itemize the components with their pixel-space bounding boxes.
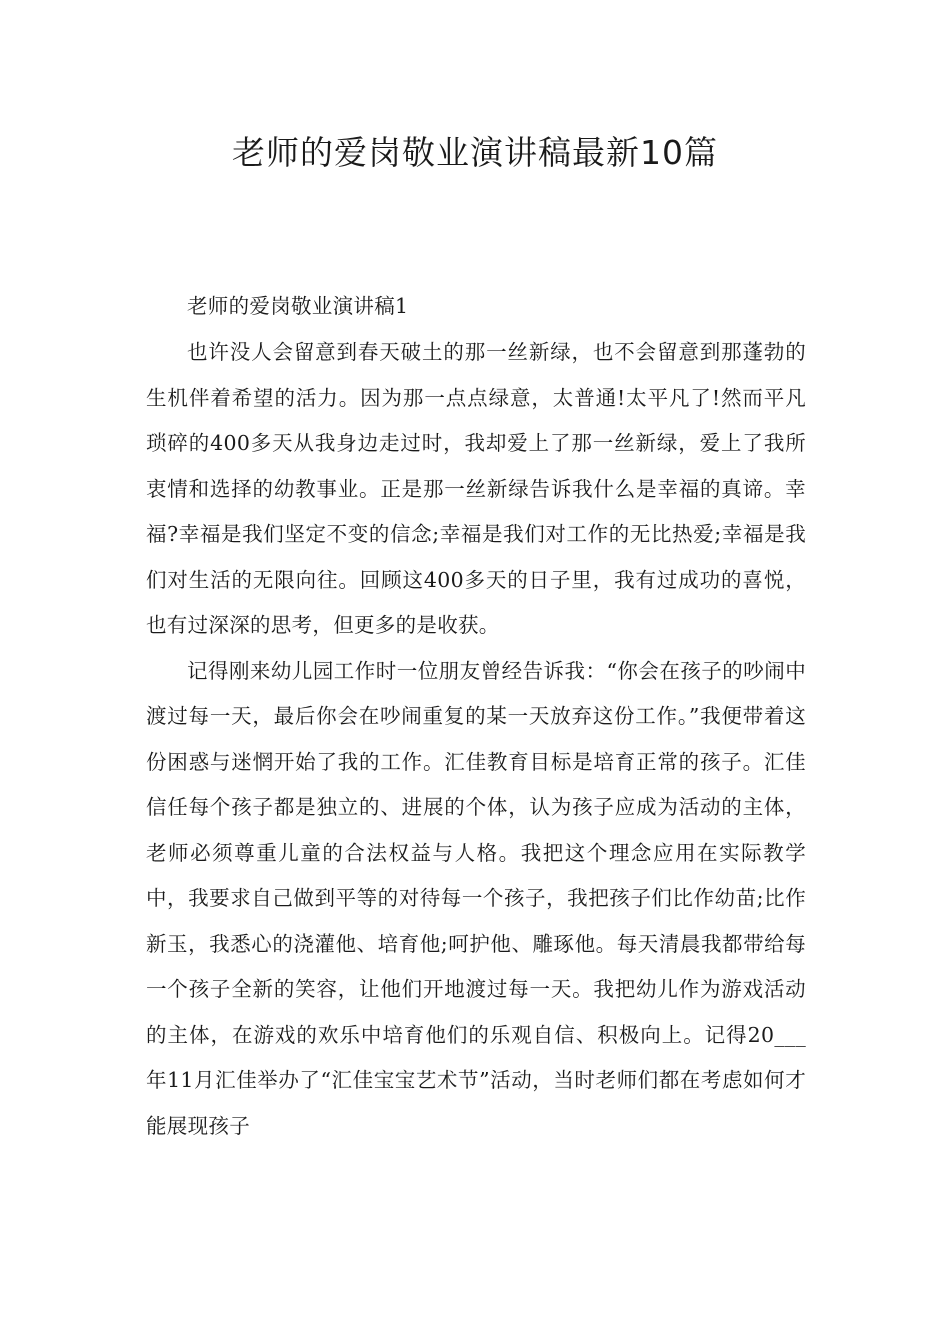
document-title: 老师的爱岗敬业演讲稿最新10篇 [232, 133, 718, 172]
body-paragraphs [146, 330, 806, 1149]
paragraph-1: 也许没人会留意到春天破土的那一丝新绿，也不会留意到那蓬勃的生机伴着希望的活力。因为那一点点绿意，太普通!太平凡了!然而平凡琐碎的400多天从我身边走过时，我却爱上了那一丝新绿，爱上了我所衷情和选择的幼教事业。正是那一丝新绿告诉我什么是幸福的真谛。幸福?幸福是我们坚定不变的信念;幸福是我们对工作的无比热爱;幸福是我们对生活的无限向往。回顾这400多天的日子里，我有过成功的喜悦，也有过深深的思考，但更多的是收获。 [146, 340, 806, 637]
paragraph-2: 记得刚来幼儿园工作时一位朋友曾经告诉我：“你会在孩子的吵闹中渡过每一天，最后你会在吵闹重复的某一天放弃这份工作。”我便带着这份困惑与迷惘开始了我的工作。汇佳教育目标是培育正常的孩子。汇佳信任每个孩子都是独立的、进展的个体，认为孩子应成为活动的主体，老师必须尊重儿童的合法权益与人格。我把这个理念应用在实际教学中，我要求自己做到平等的对待每一个孩子，我把孩子们比作幼苗;比作新玉，我悉心的浇灌他、培育他;呵护他、雕琢他。每天清晨我都带给每一个孩子全新的笑容，让他们开地渡过每一天。我把幼儿作为游戏活动的主体，在游戏的欢乐中培育他们的乐观自信、积极向上。记得20___年11月汇佳举办了“汇佳宝宝艺术节”活动，当时老师们都在考虑如何才能展现孩子 [146, 658, 806, 1138]
section-heading-text: 老师的爱岗敬业演讲稿1 [187, 294, 409, 318]
section-heading [146, 284, 806, 330]
